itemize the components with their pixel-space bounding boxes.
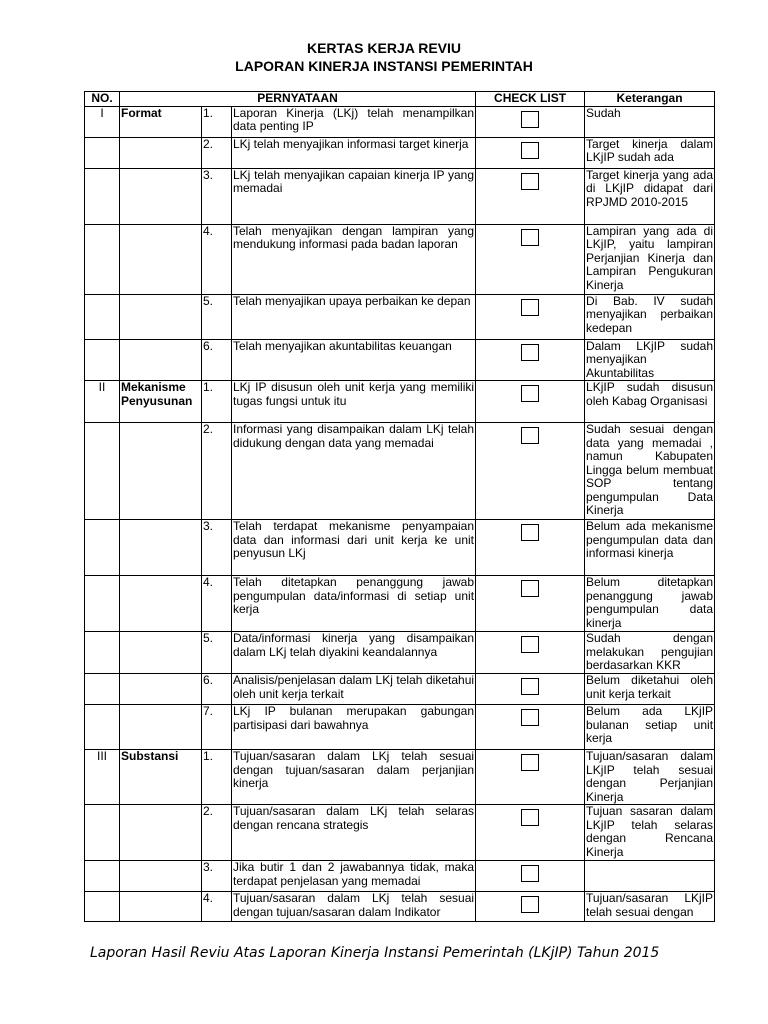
group-aspect (120, 576, 202, 632)
item-note: Tujuan sasaran dalam LKjIP telah selaras dengan Rencana Kinerja (586, 804, 714, 859)
table-row (85, 576, 715, 632)
group-number (85, 224, 120, 294)
group-number (85, 632, 120, 674)
item-statement: LKj IP disusun oleh unit kerja yang memiliki tugas fungsi untuk itu (232, 381, 476, 423)
group-number (85, 861, 120, 892)
item-note: Tujuan/sasaran dalam LKjIP telah sesuai dengan Perjanjian Kinerja (586, 749, 714, 804)
checklist-cell (476, 106, 585, 137)
table-row (85, 168, 715, 224)
group-aspect: Substansi (120, 750, 202, 805)
review-table (84, 91, 715, 922)
table-body (85, 106, 715, 922)
table-row (85, 632, 715, 674)
group-number (85, 520, 120, 576)
group-number (85, 339, 120, 381)
item-statement: Analisis/penjelasan dalam LKj telah diketahui oleh unit kerja terkait (232, 674, 476, 705)
checklist-cell (476, 750, 585, 805)
item-number: 6. (202, 674, 232, 705)
item-number: 2. (202, 805, 232, 861)
checklist-cell (476, 674, 585, 705)
checkbox[interactable] (521, 173, 539, 190)
group-number (85, 137, 120, 168)
header-statement: PERNYATAAN (120, 92, 476, 107)
table-row (85, 137, 715, 168)
table-row (85, 750, 715, 805)
group-number (85, 168, 120, 224)
header-no: NO. (85, 92, 120, 107)
checkbox[interactable] (521, 809, 539, 826)
group-number (85, 294, 120, 339)
item-note: Tujuan/sasaran LKjIP telah sesuai dengan (585, 892, 715, 922)
group-aspect (120, 520, 202, 576)
group-number (85, 892, 120, 922)
item-statement: LKj telah menyajikan capaian kinerja IP yang memadai (232, 168, 476, 224)
checkbox[interactable] (521, 896, 539, 913)
item-note: Belum diketahui oleh unit kerja terkait (585, 674, 715, 705)
item-note: Sudah dengan melakukan pengujian berdasarkan KKR (586, 631, 714, 672)
group-aspect (120, 168, 202, 224)
page-footer: Laporan Hasil Reviu Atas Laporan Kinerja Instansi Pemerintah (LKjIP) Tahun 2015 (90, 945, 660, 961)
item-statement: Telah ditetapkan penanggung jawab pengumpulan data/informasi di setiap unit kerja (232, 576, 476, 632)
table-row (85, 892, 715, 922)
table-row (85, 674, 715, 705)
group-number: III (85, 750, 120, 805)
item-note: Belum ditetapkan penanggung jawab pengumpulan data kinerja (586, 575, 714, 630)
item-number: 6. (202, 339, 232, 381)
item-number: 3. (202, 861, 232, 892)
group-number (85, 705, 120, 750)
checklist-cell (476, 168, 585, 224)
item-statement: LKj telah menyajikan informasi target kinerja (232, 137, 476, 168)
checkbox[interactable] (521, 865, 539, 882)
checkbox[interactable] (521, 111, 539, 128)
item-statement: Telah terdapat mekanisme penyampaian data dan informasi dari unit kerja ke unit penyusun LKj (232, 520, 476, 576)
checkbox[interactable] (521, 427, 539, 444)
item-note: Sudah (585, 106, 715, 137)
group-aspect (120, 674, 202, 705)
checklist-cell (476, 805, 585, 861)
group-aspect (120, 224, 202, 294)
group-number: II (85, 381, 120, 423)
group-aspect: Mekanisme Penyusunan (120, 381, 202, 423)
group-aspect (120, 632, 202, 674)
group-aspect (120, 423, 202, 520)
item-statement: Informasi yang disampaikan dalam LKj telah didukung dengan data yang memadai (232, 423, 476, 520)
checkbox[interactable] (521, 344, 539, 361)
checklist-cell (476, 892, 585, 922)
table-row (85, 339, 715, 381)
item-number: 2. (202, 423, 232, 520)
checklist-cell (476, 294, 585, 339)
table-row (85, 423, 715, 520)
item-statement: Tujuan/sasaran dalam LKj telah sesuai dengan tujuan/sasaran dalam Indikator (232, 892, 476, 922)
checklist-cell (476, 632, 585, 674)
group-aspect (120, 892, 202, 922)
item-statement: Telah menyajikan upaya perbaikan ke depan (232, 294, 476, 339)
group-aspect (120, 339, 202, 381)
group-number (85, 674, 120, 705)
item-note: Belum ada LKjIP bulanan setiap unit kerja (585, 705, 715, 750)
item-note: Target kinerja dalam LKjIP sudah ada (585, 137, 715, 168)
checkbox[interactable] (521, 524, 539, 541)
header-note: Keterangan (585, 92, 715, 107)
group-number (85, 576, 120, 632)
checklist-cell (476, 137, 585, 168)
group-number (85, 423, 120, 520)
item-note (585, 861, 715, 892)
group-number (85, 805, 120, 861)
group-aspect (120, 294, 202, 339)
item-statement: Tujuan/sasaran dalam LKj telah selaras dengan rencana strategis (232, 805, 476, 861)
checklist-cell (476, 520, 585, 576)
item-statement: LKj IP bulanan merupakan gabungan partisipasi dari bawahnya (232, 705, 476, 750)
document-subtitle: LAPORAN KINERJA INSTANSI PEMERINTAH (235, 58, 533, 74)
checkbox[interactable] (521, 299, 539, 316)
item-note: Lampiran yang ada di LKjIP, yaitu lampiran Perjanjian Kinerja dan Lampiran Pengukuran Kinerja (585, 224, 715, 294)
header-checklist: CHECK LIST (476, 92, 585, 107)
group-aspect (120, 805, 202, 861)
item-note: LKjIP sudah disusun oleh Kabag Organisasi (585, 381, 715, 423)
checklist-cell (476, 423, 585, 520)
item-number: 4. (202, 224, 232, 294)
table-row (85, 106, 715, 137)
item-note: Target kinerja yang ada di LKjIP didapat dari RPJMD 2010-2015 (585, 168, 715, 224)
checklist-cell (476, 861, 585, 892)
table-row (85, 805, 715, 861)
item-number: 4. (202, 576, 232, 632)
table-row (85, 381, 715, 423)
group-aspect (120, 137, 202, 168)
checkbox[interactable] (521, 754, 539, 771)
item-number: 1. (202, 750, 232, 805)
checkbox[interactable] (521, 636, 539, 653)
checkbox[interactable] (521, 385, 539, 402)
item-number: 5. (202, 632, 232, 674)
item-note: Di Bab. IV sudah menyajikan perbaikan kedepan (585, 294, 715, 339)
item-statement: Telah menyajikan dengan lampiran yang mendukung informasi pada badan laporan (232, 224, 476, 294)
checklist-cell (476, 224, 585, 294)
item-statement: Laporan Kinerja (LKj) telah menampilkan data penting IP (232, 106, 476, 137)
item-note: Belum ada mekanisme pengumpulan data dan informasi kinerja (585, 520, 715, 576)
checklist-cell (476, 339, 585, 381)
item-note: Dalam LKjIP sudah menyajikan Akuntabilitas (586, 339, 714, 380)
item-number: 5. (202, 294, 232, 339)
table-row (85, 520, 715, 576)
item-number: 1. (202, 106, 232, 137)
checklist-cell (476, 381, 585, 423)
item-statement: Telah menyajikan akuntabilitas keuangan (232, 339, 476, 381)
item-number: 3. (202, 520, 232, 576)
document-title: KERTAS KERJA REVIU (306, 40, 462, 56)
item-note: Sudah sesuai dengan data yang memadai , namun Kabupaten Lingga belum membuat SOP tentang pengumpulan Data Kinerja (585, 423, 715, 520)
checkbox[interactable] (521, 580, 539, 597)
item-statement: Jika butir 1 dan 2 jawabannya tidak, maka terdapat penjelasan yang memadai (232, 861, 476, 892)
item-number: 1. (202, 381, 232, 423)
group-number: I (85, 106, 120, 137)
checklist-cell (476, 576, 585, 632)
item-number: 3. (202, 168, 232, 224)
table-row (85, 861, 715, 892)
table-header-row (85, 92, 715, 107)
table-row (85, 705, 715, 750)
table-row (85, 224, 715, 294)
checkbox[interactable] (521, 142, 539, 159)
group-aspect (120, 861, 202, 892)
item-number: 7. (202, 705, 232, 750)
item-statement: Data/informasi kinerja yang disampaikan dalam LKj telah diyakini keandalannya (232, 632, 476, 674)
checkbox[interactable] (521, 709, 539, 726)
item-statement: Tujuan/sasaran dalam LKj telah sesuai dengan tujuan/sasaran dalam perjanjian kinerja (232, 750, 476, 805)
item-number: 4. (202, 892, 232, 922)
group-aspect (120, 705, 202, 750)
table-row (85, 294, 715, 339)
item-number: 2. (202, 137, 232, 168)
checkbox[interactable] (521, 229, 539, 246)
group-aspect: Format (120, 106, 202, 137)
checklist-cell (476, 705, 585, 750)
checkbox[interactable] (521, 678, 539, 695)
